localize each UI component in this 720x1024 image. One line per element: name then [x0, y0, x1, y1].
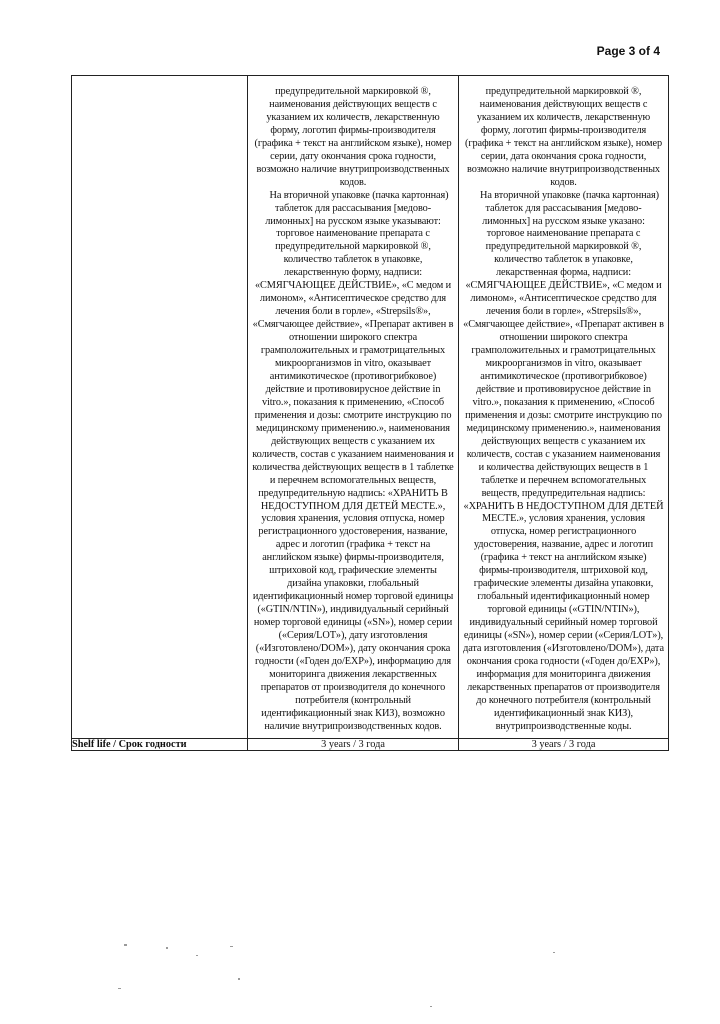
- shelf-life-value-current: 3 years / 3 года: [248, 738, 459, 750]
- scan-speck: [238, 978, 240, 980]
- row-label-cell-empty: [72, 76, 248, 739]
- scan-speck: [124, 944, 127, 946]
- comparison-table: [71, 75, 669, 751]
- scan-speck: [118, 988, 121, 989]
- packaging-text-current: [248, 76, 458, 738]
- paragraph: На вторичной упаковке (пачка картонная) таблеток для рассасывания [медово-лимонных] на русском языке указывают: торговое наименование препарата с предупредительной маркировкой ®, количество таблеток в упаковке, лекарственную форму, надписи: «СМЯГЧАЮЩЕЕ ДЕЙСТВИЕ», «С медом и лимоном», «Антисептическое средство для лечения боли в горле», «Strepsils®», «Смягчающее действие», «Препарат активен в отношении широкого спектра грамположительных и грамотрицательных микроорганизмов in vitro, оказывает антимикотическое (противогрибковое) действие и противовирусное действие in vitro.», показания к применению, «Способ применения и дозы: смотрите инструкцию по медицинскому применению.», наименования действующих веществ с указанием их количеств, состав с указанием наименования и количества действующих веществ в 1 таблетке и перечнем вспомогательных веществ, предупредительную надпись: «ХРАНИТЬ В НЕДОСТУПНОМ ДЛЯ ДЕТЕЙ МЕСТЕ.», условия хранения, условия отпуска, номер регистрационного удостоверения, название, адрес и логотип (графика + текст на английском языке) фирмы-производителя, штриховой код, графические элементы дизайна упаковки, глобальный идентификационный номер торговой единицы («GTIN/NTIN»), индивидуальный серийный номер торговой единицы («SN»), номер серии («Серия/LOT»), дату изготовления («Изготовлено/DOM»), дату окончания срока годности («Годен до/EXP»), информацию для мониторинга движения лекарственных препаратов от производителя до конечного потребителя (контрольный идентификационный знак КИЗ), возможно наличие внутрипроизводственных кодов.: [252, 189, 454, 732]
- paragraph: предупредительной маркировкой ®, наименования действующих веществ с указанием их количеств, лекарственную форму, логотип фирмы-производителя (графика + текст на английском языке), номер серии, дату окончания срока годности, возможно наличие внутрипроизводственных кодов.: [254, 86, 452, 188]
- shelf-life-label: Shelf life / Срок годности: [72, 738, 248, 750]
- paragraph: предупредительной маркировкой ®, наименования действующих веществ с указанием их количеств, лекарственную форму, логотип фирмы-производителя (графика + текст на английском языке), номер серии, дата окончания срока годности, возможно наличие внутрипроизводственных кодов.: [465, 86, 662, 188]
- scan-speck: [230, 946, 233, 947]
- packaging-cell-proposed: [459, 76, 669, 739]
- packaging-text-proposed: [459, 76, 668, 738]
- table-row-packaging: [72, 76, 669, 739]
- page-number: Page 3 of 4: [596, 44, 660, 58]
- shelf-life-value-proposed: 3 years / 3 года: [459, 738, 669, 750]
- scan-speck: [553, 952, 555, 953]
- packaging-cell-current: [248, 76, 459, 739]
- paragraph: На вторичной упаковке (пачка картонная) таблеток для рассасывания [медово-лимонных] на русском языке указано: торговое наименование препарата с предупредительной маркировкой ®, количество таблеток в упаковке, лекарственная форма, надписи: «СМЯГЧАЮЩЕЕ ДЕЙСТВИЕ», «С медом и лимоном», «Антисептическое средство для лечения боли в горле», «Strepsils®», «Смягчающее действие», «Препарат активен в отношении широкого спектра грамположительных и грамотрицательных микроорганизмов in vitro, оказывает антимикотическое (противогрибковое) действие и противовирусное действие in vitro.», показания к применению, «Способ применения и дозы: смотрите инструкцию по медицинскому применению.», наименования действующих веществ с указанием их количеств, состав с указанием наименования и количества действующих веществ в 1 таблетке и перечнем вспомогательных веществ, предупредительная надпись: «ХРАНИТЬ В НЕДОСТУПНОМ ДЛЯ ДЕТЕЙ МЕСТЕ.», условия хранения, условия отпуска, номер регистрационного удостоверения, название, адрес и логотип (графика + текст на английском языке) фирмы-производителя, штриховой код, графические элементы дизайна упаковки, глобальный идентификационный номер торговой единицы («GTIN/NTIN»), индивидуальный серийный номер торговой единицы («SN»), номер серии («Серия/LOT»), дата изготовления («Изготовлено/DOM»), дата окончания срока годности («Годен до/EXP»), информация для мониторинга движения лекарственных препаратов от производителя до конечного потребителя (контрольный идентификационный знак КИЗ), внутрипроизводственные коды.: [463, 189, 664, 732]
- scan-speck: [430, 1006, 432, 1007]
- table-row-shelf-life: [72, 738, 669, 750]
- scan-speck: [196, 955, 198, 956]
- scan-speck: [166, 947, 168, 949]
